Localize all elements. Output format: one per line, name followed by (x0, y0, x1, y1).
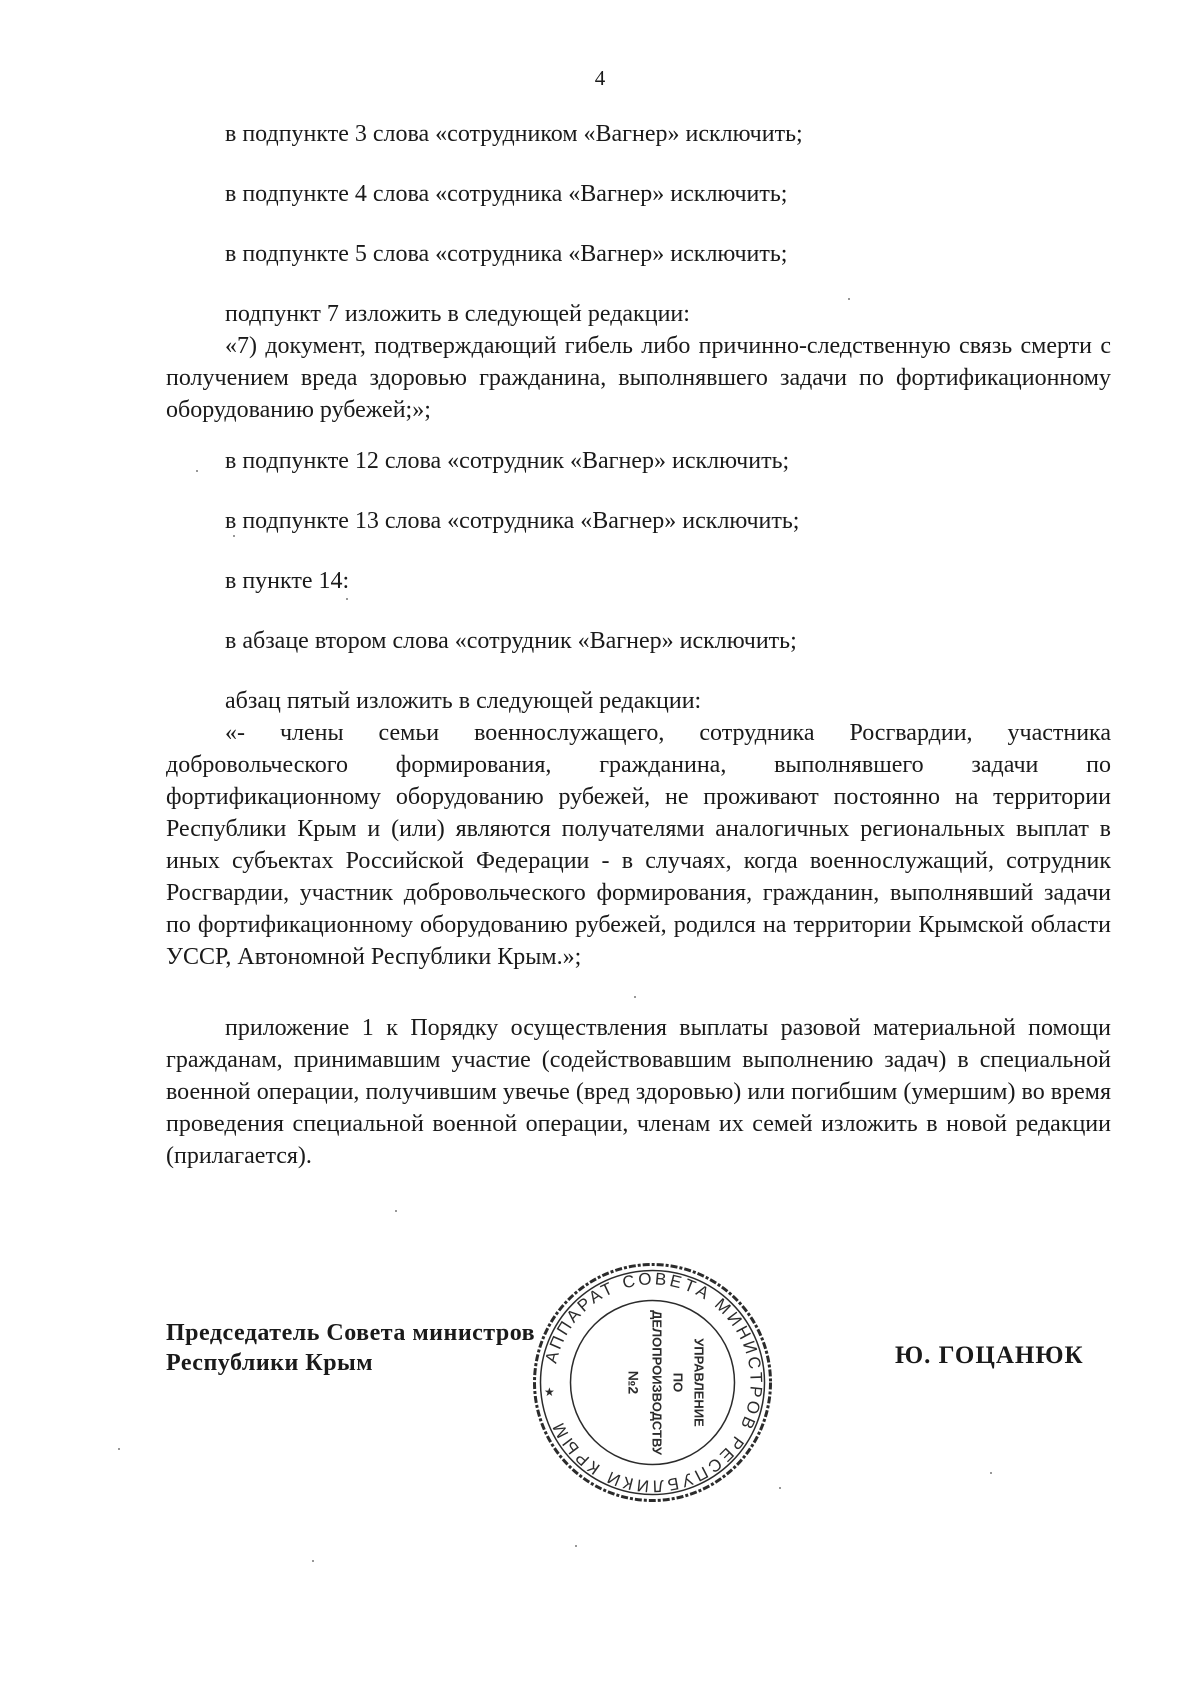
seal-inner-line-2: ПО (670, 1372, 686, 1393)
signatory-title-line-1: Председатель Совета министров (166, 1320, 536, 1346)
scan-speck (395, 1210, 397, 1212)
seal-inner-line-4: №2 (625, 1370, 642, 1395)
scan-speck (848, 298, 850, 300)
paragraph-text: «- члены семьи военнослужащего, сотрудника Росгвардии, участника добровольческого формирования, гражданина, выполнявшего задачи по фортификационному оборудованию рубежей, не проживают постоянно на территории Республики Крым и (или) являются получателями аналогичных региональных выплат в иных субъектах Российской Федерации - в случаях, когда военнослужащий, сотрудник Росгвардии, участник добровольческого формирования, гражданин, выполнявший задачи по фортификационному оборудованию рубежей, родился на территории Крымской области УССР, Автономной Республики Крым.»; (166, 720, 1111, 970)
appendix-paragraph (166, 1012, 1111, 1172)
signatory-name: Ю. ГОЦАНЮК (895, 1342, 1084, 1369)
scan-speck (118, 1448, 120, 1450)
amendment-line-subitem-4: в подпункте 4 слова «сотрудника «Вагнер» исключить; (225, 181, 788, 207)
scan-speck (312, 1560, 314, 1562)
amendment-line-subitem-12: в подпункте 12 слова «сотрудник «Вагнер» исключить; (225, 448, 790, 474)
scan-speck (346, 598, 348, 600)
paragraph-text: «7) документ, подтверждающий гибель либо причинно-следственную связь смерти с получением вреда здоровью гражданина, выполнявшего задачи по фортификационному оборудованию рубежей;»; (166, 333, 1111, 423)
scan-speck (634, 996, 636, 998)
scan-speck (779, 1487, 781, 1489)
amendment-line-subitem-7: подпункт 7 изложить в следующей редакции: (225, 301, 690, 327)
official-seal (530, 1260, 775, 1505)
seal-inner-line-3: ДЕЛОПРОИЗВОДСТВУ (649, 1310, 665, 1455)
amendment-line-subitem-13: в подпункте 13 слова «сотрудника «Вагнер» исключить; (225, 508, 800, 534)
subitem-7-new-text (166, 330, 1111, 426)
scan-speck (990, 1472, 992, 1474)
seal-star-icon: ★ (544, 1385, 555, 1399)
scan-speck (233, 535, 235, 537)
seal-outer-text: АППАРАТ СОВЕТА МИНИСТРОВ РЕСПУБЛИКИ КРЫМ (541, 1269, 766, 1496)
amendment-line-subitem-3: в подпункте 3 слова «сотрудником «Вагнер» исключить; (225, 121, 803, 147)
scan-speck (575, 1545, 577, 1547)
scan-speck (196, 470, 198, 472)
amendment-line-subitem-5: в подпункте 5 слова «сотрудника «Вагнер» исключить; (225, 241, 788, 267)
paragraph-5-new-text (166, 717, 1111, 973)
amendment-line-item-14: в пункте 14: (225, 568, 350, 594)
amendment-line-paragraph-5: абзац пятый изложить в следующей редакции: (225, 688, 702, 714)
signatory-title-line-2: Республики Крым (166, 1350, 374, 1376)
seal-inner-line-1: УПРАВЛЕНИЕ (691, 1338, 707, 1427)
page-number: 4 (594, 66, 606, 90)
paragraph-text: приложение 1 к Порядку осуществления выплаты разовой материальной помощи гражданам, принимавшим участие (содействовавшим выполнению задач) в специальной военной операции, получившим увечье (вред здоровью) или погибшим (умершим) во время проведения специальной военной операции, членам их семей изложить в новой редакции (прилагается). (166, 1015, 1111, 1169)
signatory-title (166, 1318, 535, 1378)
amendment-line-paragraph-2: в абзаце втором слова «сотрудник «Вагнер» исключить; (225, 628, 797, 654)
